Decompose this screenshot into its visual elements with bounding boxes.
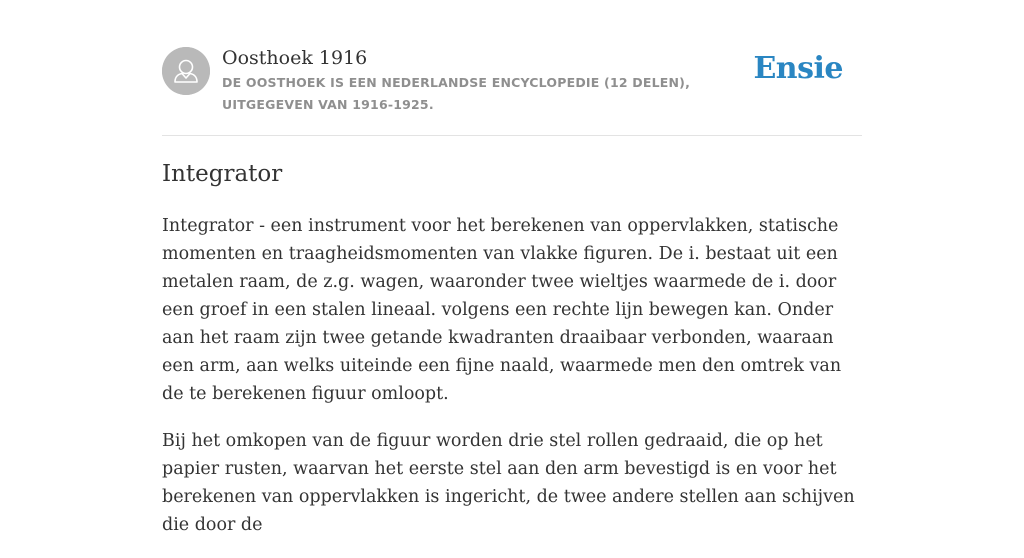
article-title: Integrator: [162, 161, 283, 187]
source-description: DE OOSTHOEK IS EEN NEDERLANDSE ENCYCLOPEDIE (12 DELEN), UITGEGEVEN VAN 1916-1925.: [222, 75, 691, 112]
content-column: [162, 0, 862, 535]
article-paragraph: Integrator - een instrument voor het berekenen van oppervlakken, statische momenten en traagheidsmomenten van vlakke figuren. De i. bestaat uit een metalen raam, de z.g. wagen, waaronder twee wieltjes waarmede de i. door een groef in een stalen lineaal. volgens een rechte lijn bewegen kan. Onder aan het raam zijn twee getande kwadranten draaibaar verbonden, waaraan een arm, aan welks uiteinde een fijne naald, waarmede men den omtrek van de te berekenen figuur omloopt.: [162, 216, 842, 404]
source-header: [162, 0, 862, 136]
source-title[interactable]: Oosthoek 1916: [222, 47, 368, 69]
source-avatar[interactable]: [162, 47, 210, 95]
ensie-logo[interactable]: Ensie: [753, 51, 843, 86]
user-placeholder-icon: [162, 47, 210, 95]
article-body: [162, 212, 862, 558]
article-paragraph: Bij het omkopen van de figuur worden drie stel rollen gedraaid, die op het papier rusten, waarvan het eerste stel aan den arm bevestigd is en voor het berekenen van oppervlakken is ingericht, de twee andere stellen aan schijven die door de: [162, 431, 855, 535]
